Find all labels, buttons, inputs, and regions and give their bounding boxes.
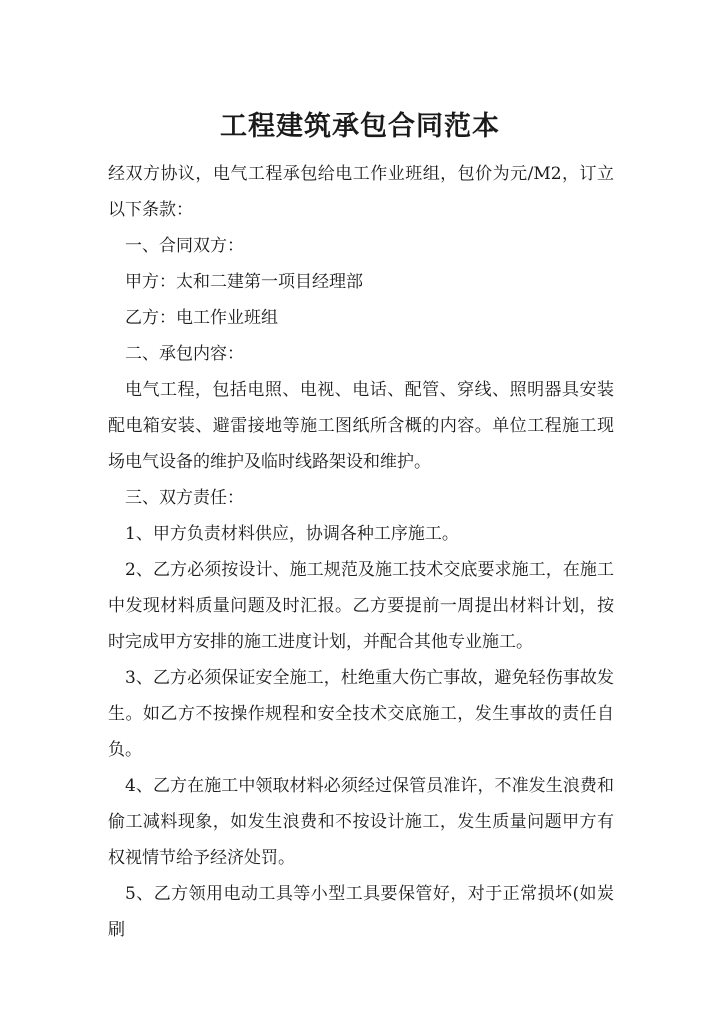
clause-2: 2、乙方必须按设计、施工规范及施工技术交底要求施工，在施工中发现材料质量问题及时汇报。乙方要提前一周提出材料计划，按时完成甲方安排的施工进度计划，并配合其他专业施工。 [108,560,614,652]
party-b-line: 乙方：电工作业班组 [125,308,278,328]
clause-1: 1、甲方负责材料供应，协调各种工序施工。 [125,524,459,544]
clause-4: 4、乙方在施工中领取材料必须经过保管员准许，不准发生浪费和偷工减料现象，如发生浪费和不按设计施工，发生质量问题甲方有权视情节给予经济处罚。 [108,776,614,868]
scope-paragraph: 电气工程，包括电照、电视、电话、配管、穿线、照明器具安装配电箱安装、避雷接地等施工图纸所含概的内容。单位工程施工现场电气设备的维护及临时线路架设和维护。 [108,380,614,472]
intro-paragraph: 经双方协议，电气工程承包给电工作业班组，包价为元/M2，订立以下条款： [108,164,614,220]
section-heading-responsibilities: 三、双方责任： [125,488,244,508]
clause-5: 5、乙方领用电动工具等小型工具要保管好，对于正常损坏(如炭刷 [108,884,614,940]
document-title: 工程建筑承包合同范本 [220,111,500,142]
clause-3: 3、乙方必须保证安全施工，杜绝重大伤亡事故，避免轻伤事故发生。如乙方不按操作规程和安全技术交底施工，发生事故的责任自负。 [108,668,614,760]
document-body [108,156,614,948]
party-a-line: 甲方：太和二建第一项目经理部 [125,272,363,292]
section-heading-parties: 一、合同双方： [125,236,244,256]
section-heading-scope: 二、承包内容： [125,344,244,364]
